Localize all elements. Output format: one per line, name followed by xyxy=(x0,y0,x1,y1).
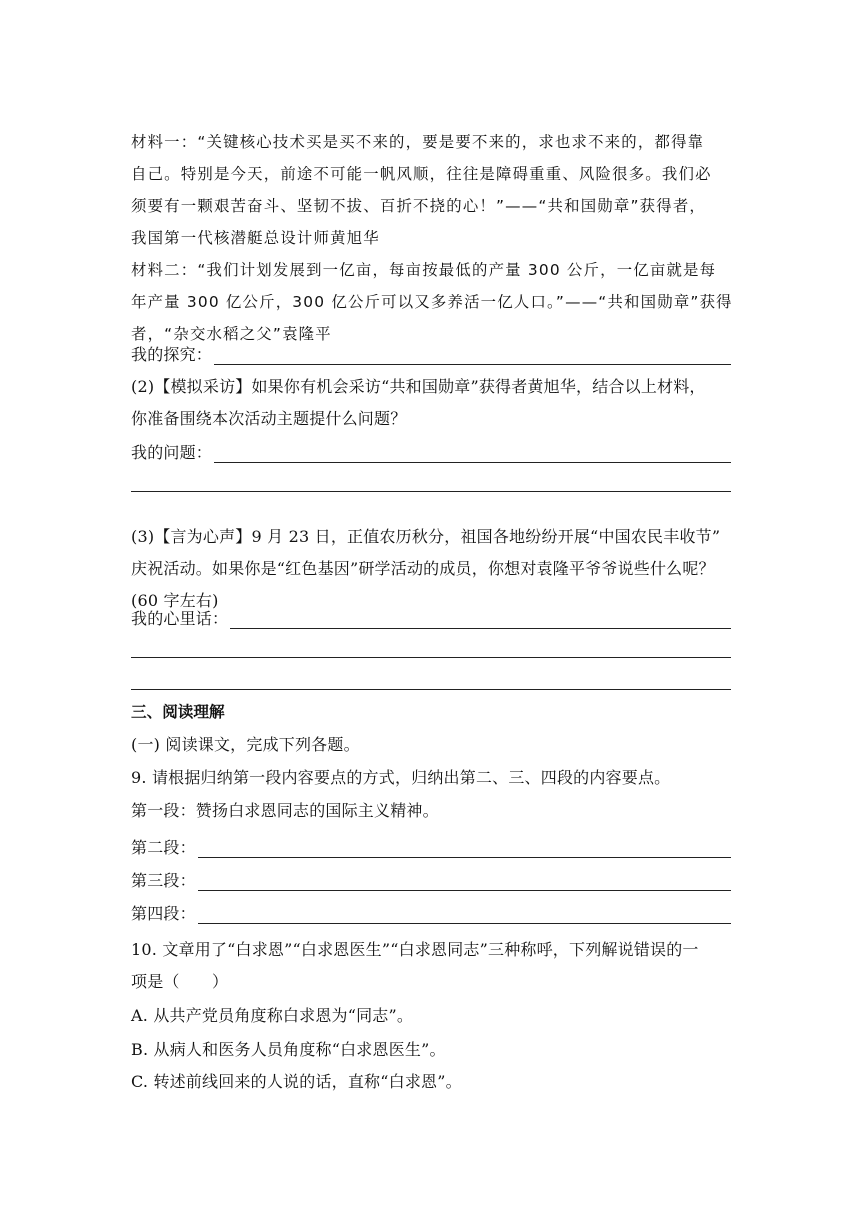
material1-line2: 自己。特别是今天，前途不可能一帆风顺，往往是障碍重重、风险很多。我们必 xyxy=(131,165,712,183)
section-subtitle: (一) 阅读课文，完成下列各题。 xyxy=(131,735,360,754)
option-b[interactable]: B. 从病人和医务人员角度称“白求恩医生”。 xyxy=(131,1040,446,1059)
q9-text: 9. 请根据归纳第一段内容要点的方式，归纳出第二、三、四段的内容要点。 xyxy=(131,768,671,787)
material2-line2: 年产量 300 亿公斤，300 亿公斤可以又多养活一亿人口。”——“共和国勋章”获得 xyxy=(131,293,733,311)
q2-answer[interactable] xyxy=(131,443,731,463)
my-inquiry-label: 我的探究： xyxy=(131,345,213,364)
q10-line2: 项是（ ） xyxy=(131,972,229,991)
q3-answer[interactable] xyxy=(131,609,731,629)
answer-line[interactable] xyxy=(198,843,731,858)
para4-label: 第四段： xyxy=(131,904,196,923)
para3-label: 第三段： xyxy=(131,871,196,890)
q3-line2: 庆祝活动。如果你是“红色基因”研学活动的成员，你想对袁隆平爷爷说些什么呢？ xyxy=(131,559,715,578)
para2-answer[interactable] xyxy=(131,838,731,858)
q3-line1: (3)【言为心声】9 月 23 日，正值农历秋分，祖国各地纷纷开展“中国农民丰收节” xyxy=(131,527,721,546)
answer-line[interactable] xyxy=(198,876,731,891)
answer-line[interactable] xyxy=(230,614,731,629)
para2-label: 第二段： xyxy=(131,838,196,857)
material2-line3: 者，“杂交水稻之父”袁隆平 xyxy=(131,325,332,343)
q2-answer-label: 我的问题： xyxy=(131,443,213,462)
answer-line[interactable] xyxy=(214,350,731,365)
q2-line1: (2)【模拟采访】如果你有机会采访“共和国勋章”获得者黄旭华，结合以上材料， xyxy=(131,377,706,396)
para4-answer[interactable] xyxy=(131,904,731,924)
material1-line4: 我国第一代核潜艇总设计师黄旭华 xyxy=(131,229,380,247)
q2-line2: 你准备围绕本次活动主题提什么问题？ xyxy=(131,409,407,428)
answer-line[interactable] xyxy=(131,656,731,658)
my-inquiry-answer[interactable] xyxy=(131,345,731,365)
material2-line1: 材料二：“我们计划发展到一亿亩，每亩按最低的产量 300 公斤，一亿亩就是每 xyxy=(131,261,717,279)
answer-line[interactable] xyxy=(131,688,731,690)
para3-answer[interactable] xyxy=(131,871,731,891)
answer-line[interactable] xyxy=(214,448,731,463)
answer-line[interactable] xyxy=(131,490,731,492)
para1-summary: 第一段：赞扬白求恩同志的国际主义精神。 xyxy=(131,801,439,820)
q3-line3: (60 字左右) xyxy=(131,591,219,610)
option-a[interactable]: A. 从共产党员角度称白求恩为“同志”。 xyxy=(131,1006,414,1025)
material1-line3: 须要有一颗艰苦奋斗、坚韧不拔、百折不挠的心！”——“共和国勋章”获得者， xyxy=(131,197,707,215)
section-title: 三、阅读理解 xyxy=(131,703,225,721)
option-c[interactable]: C. 转述前线回来的人说的话，直称“白求恩”。 xyxy=(131,1072,462,1091)
q10-line1: 10. 文章用了“白求恩”“白求恩医生”“白求恩同志”三种称呼，下列解说错误的一 xyxy=(131,940,699,959)
material1-line1: 材料一：“关键核心技术买是买不来的，要是要不来的，求也求不来的，都得靠 xyxy=(131,133,705,151)
q3-answer-label: 我的心里话： xyxy=(131,609,229,628)
answer-line[interactable] xyxy=(198,909,731,924)
